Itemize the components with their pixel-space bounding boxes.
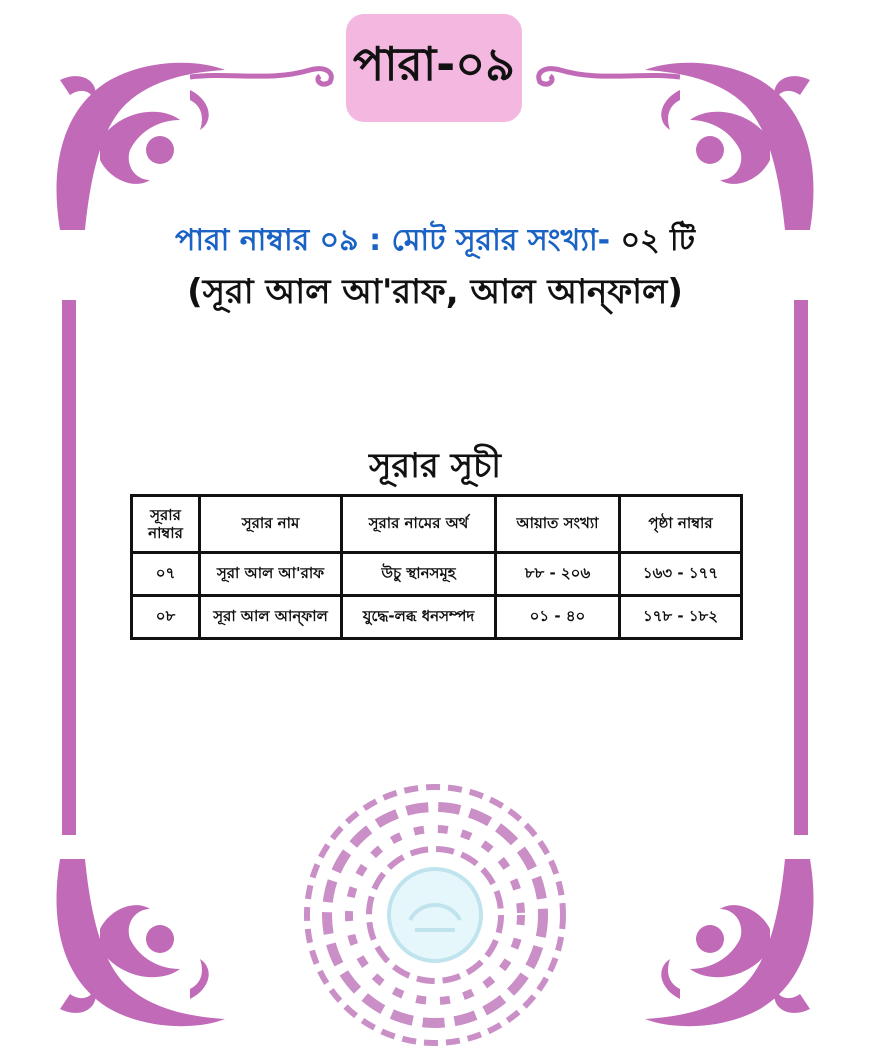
- column-header: সূরার নাম: [200, 496, 342, 553]
- frame-bar-right: [794, 300, 808, 835]
- para-summary: [0, 216, 870, 267]
- total-surah-value: ০২ টি: [620, 223, 695, 258]
- table-row: [132, 596, 742, 639]
- table-row: [132, 553, 742, 596]
- table-header-row: [132, 496, 742, 553]
- total-surah-label: মোট সূরার সংখ্যা-: [391, 223, 611, 258]
- column-header: আয়াত সংখ্যা: [496, 496, 620, 553]
- table-cell: ৮৮ - ২০৬: [496, 553, 620, 596]
- floral-corner-ornament: [640, 849, 830, 1039]
- table-cell: ১৬৩ - ১৭৭: [620, 553, 742, 596]
- frame-bar-left: [62, 300, 76, 835]
- para-title: পারা-০৯: [346, 14, 522, 122]
- swirl-ornament: [190, 52, 340, 92]
- floral-corner-ornament: [40, 849, 230, 1039]
- para-number-label: পারা নাম্বার ০৯ :: [175, 223, 382, 258]
- table-cell: ০১ - ৪০: [496, 596, 620, 639]
- column-header: সূরার নাম্বার: [132, 496, 200, 553]
- column-header: পৃষ্ঠা নাম্বার: [620, 496, 742, 553]
- table-cell: সূরা আল আ'রাফ: [200, 553, 342, 596]
- calligraphy-medallion: [300, 780, 570, 1050]
- table-cell: ০৮: [132, 596, 200, 639]
- table-cell: ০৭: [132, 553, 200, 596]
- table-cell: যুদ্ধে-লব্ধ ধনসম্পদ: [342, 596, 496, 639]
- column-header: সূরার নামের অর্থ: [342, 496, 496, 553]
- table-cell: উচু স্থানসমূহ: [342, 553, 496, 596]
- swirl-ornament: [530, 52, 680, 92]
- table-cell: সূরা আল আন্‌ফাল: [200, 596, 342, 639]
- surah-names: (সূরা আল আ'রাফ, আল আন্‌ফাল): [187, 272, 683, 312]
- table-cell: ১৭৮ - ১৮২: [620, 596, 742, 639]
- surah-index-table: [130, 494, 743, 640]
- table-title: সূরার সূচী: [368, 446, 502, 486]
